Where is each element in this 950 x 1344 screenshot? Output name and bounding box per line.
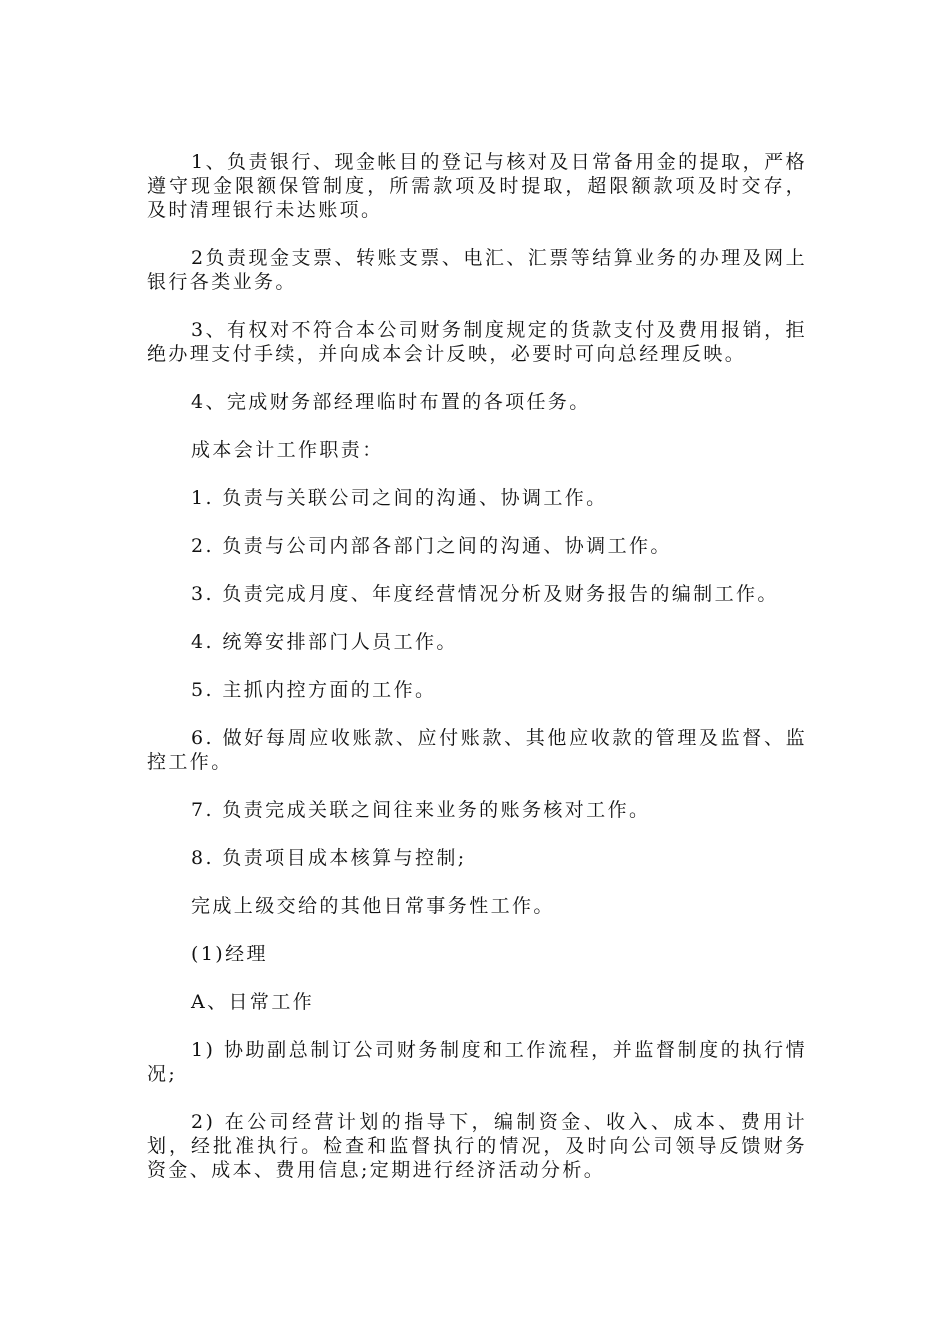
- paragraph-cost-duty-7: 7. 负责完成关联之间往来业务的账务核对工作。: [191, 799, 651, 821]
- paragraph-cost-duty-3: 3. 负责完成月度、年度经营情况分析及财务报告的编制工作。: [191, 583, 779, 605]
- subsection-heading-daily-work: A、日常工作: [191, 991, 315, 1013]
- paragraph-cost-duty-5: 5. 主抓内控方面的工作。: [191, 679, 437, 701]
- paragraph-cashier-duty-2: 2负责现金支票、转账支票、电汇、汇票等结算业务的办理及网上银行各类业务。: [147, 247, 807, 293]
- document-body: [147, 150, 807, 1206]
- paragraph-other-duties: 完成上级交给的其他日常事务性工作。: [191, 895, 555, 917]
- paragraph-cost-duty-2: 2. 负责与公司内部各部门之间的沟通、协调工作。: [191, 535, 672, 557]
- paragraph-manager-duty-1: 1) 协助副总制订公司财务制度和工作流程，并监督制度的执行情况;: [147, 1039, 807, 1085]
- paragraph-cashier-duty-4: 4、完成财务部经理临时布置的各项任务。: [191, 391, 591, 413]
- paragraph-cost-duty-6: 6. 做好每周应收账款、应付账款、其他应收款的管理及监督、监控工作。: [147, 727, 807, 773]
- section-heading-manager: (1)经理: [191, 943, 268, 965]
- paragraph-cashier-duty-1: 1、负责银行、现金帐目的登记与核对及日常备用金的提取，严格遵守现金限额保管制度，所需款项及时提取，超限额款项及时交存，及时清理银行未达账项。: [147, 151, 807, 221]
- paragraph-cashier-duty-3: 3、有权对不符合本公司财务制度规定的货款支付及费用报销，拒绝办理支付手续，并向成本会计反映，必要时可向总经理反映。: [147, 319, 807, 365]
- section-heading-cost-accountant: 成本会计工作职责：: [191, 439, 384, 461]
- paragraph-cost-duty-4: 4. 统筹安排部门人员工作。: [191, 631, 458, 653]
- paragraph-cost-duty-8: 8. 负责项目成本核算与控制;: [191, 847, 467, 869]
- paragraph-manager-duty-2: 2) 在公司经营计划的指导下，编制资金、收入、成本、费用计划，经批准执行。检查和监督执行的情况，及时向公司领导反馈财务资金、成本、费用信息;定期进行经济活动分析。: [147, 1111, 807, 1181]
- paragraph-cost-duty-1: 1. 负责与关联公司之间的沟通、协调工作。: [191, 487, 608, 509]
